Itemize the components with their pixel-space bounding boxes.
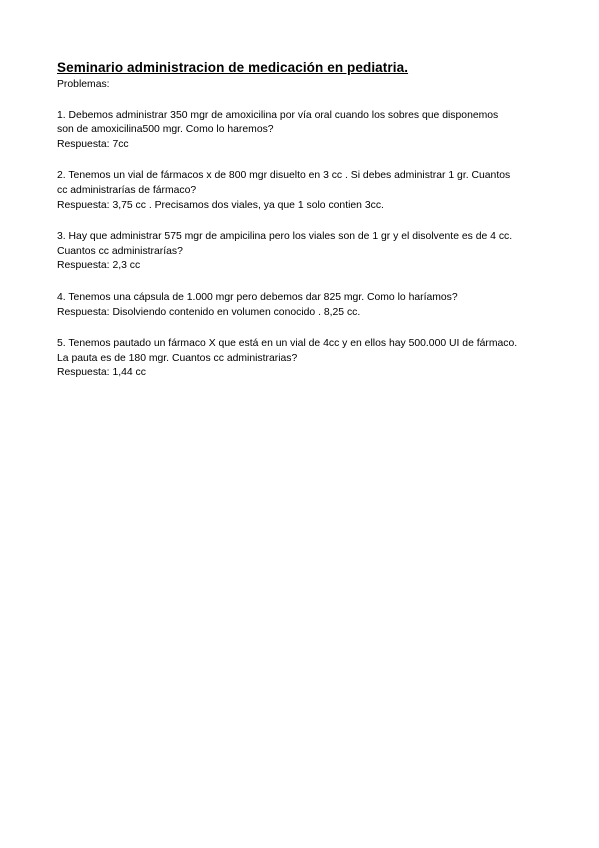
- problem-4-answer: Respuesta: Disolviendo contenido en volumen conocido . 8,25 cc.: [57, 306, 361, 318]
- problem-5-line-2: La pauta es de 180 mgr. Cuantos cc administrarias?: [57, 352, 298, 364]
- document-body: [57, 59, 547, 381]
- problem-1: [57, 109, 547, 153]
- problem-5: [57, 337, 547, 381]
- problem-3-line-1: 3. Hay que administrar 575 mgr de ampicilina pero los viales son de 1 gr y el disolvente es de 4 cc.: [57, 231, 513, 243]
- problem-5-line-1: 5. Tenemos pautado un fármaco X que está en un vial de 4cc y en ellos hay 500.000 UI de fármaco.: [57, 338, 518, 350]
- problem-2: [57, 169, 547, 213]
- problem-1-line-1: 1. Debemos administrar 350 mgr de amoxicilina por vía oral cuando los sobres que disponemos: [57, 109, 499, 121]
- problem-4: [57, 291, 547, 320]
- problem-5-answer: Respuesta: 1,44 cc: [57, 367, 146, 379]
- problem-2-answer: Respuesta: 3,75 cc . Precisamos dos viales, ya que 1 solo contien 3cc.: [57, 199, 384, 211]
- problem-2-line-2: cc administrarías de fármaco?: [57, 184, 197, 196]
- problem-1-line-2: son de amoxicilina500 mgr. Como lo haremos?: [57, 124, 274, 136]
- document-subtitle: Problemas:: [57, 79, 110, 90]
- problem-3: [57, 230, 547, 274]
- problem-1-answer: Respuesta: 7cc: [57, 138, 129, 150]
- problem-3-answer: Respuesta: 2,3 cc: [57, 260, 141, 272]
- problem-4-line-1: 4. Tenemos una cápsula de 1.000 mgr pero debemos dar 825 mgr. Como lo haríamos?: [57, 291, 458, 303]
- document-title: Seminario administracion de medicación en pediatria.: [57, 60, 409, 75]
- problem-3-line-2: Cuantos cc administrarías?: [57, 245, 183, 257]
- problem-2-line-1: 2. Tenemos un vial de fármacos x de 800 mgr disuelto en 3 cc . Si debes administrar 1 gr. Cuantos: [57, 170, 511, 182]
